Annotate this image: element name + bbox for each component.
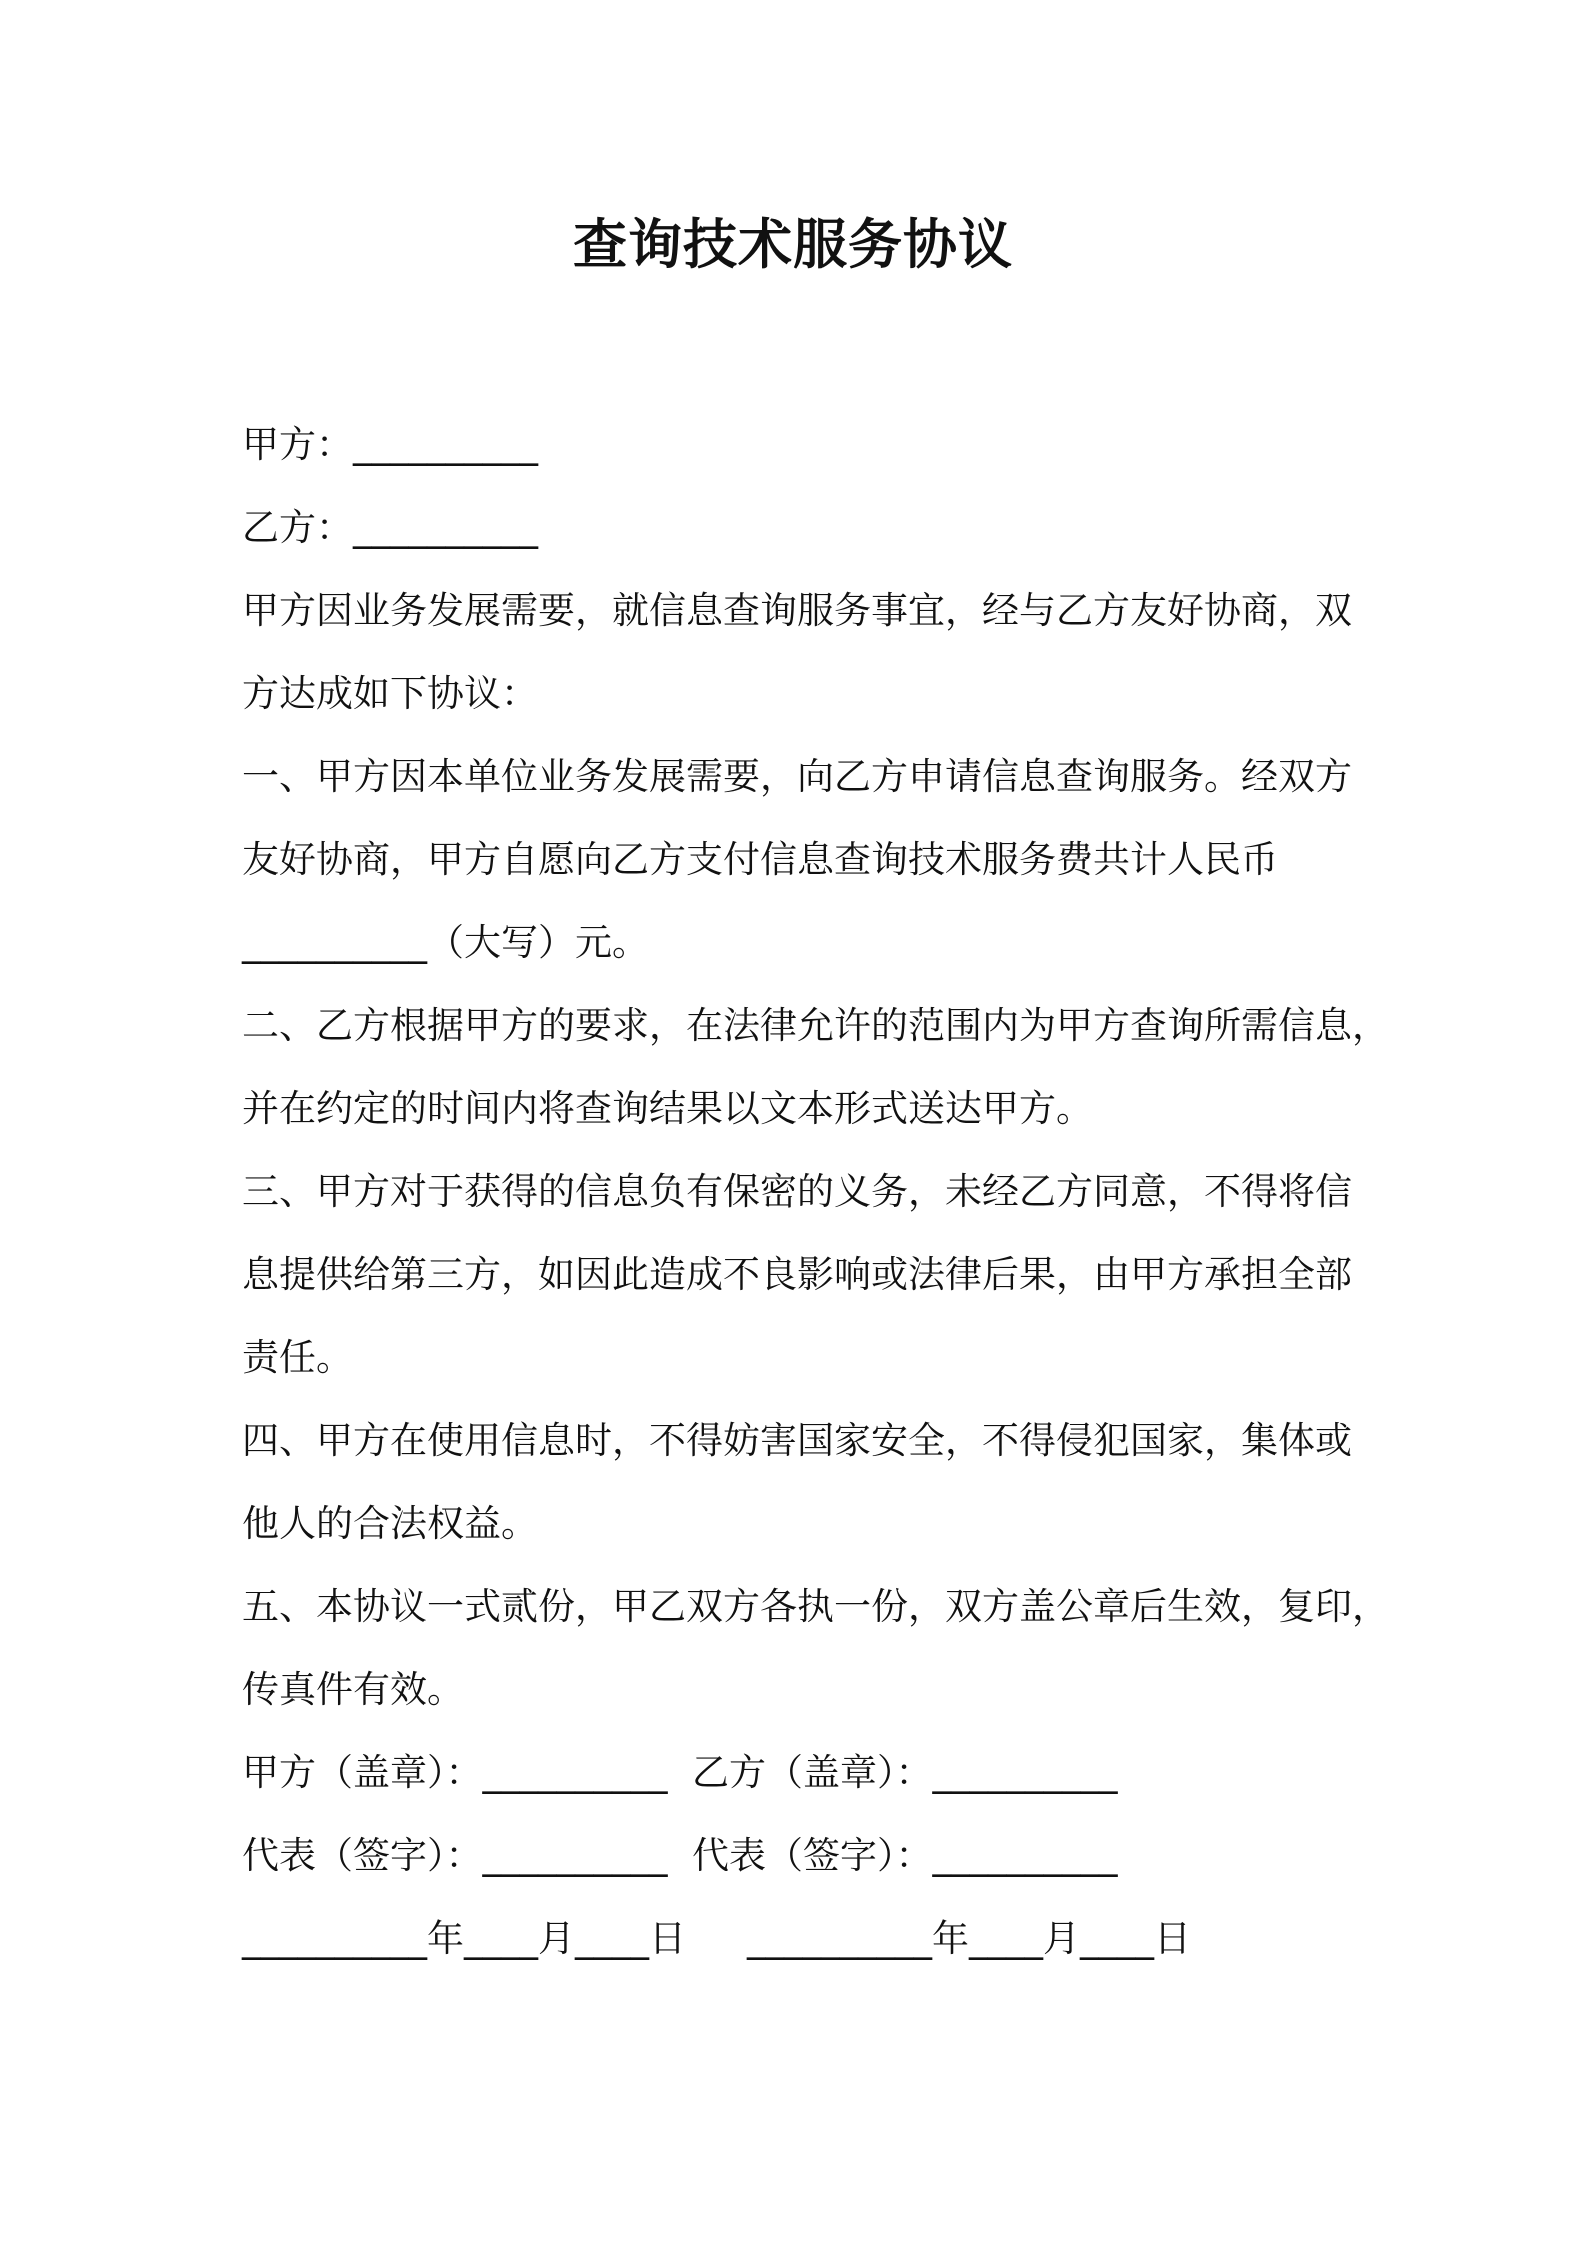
party-b-seal-field: 乙方（盖章）：__________	[692, 1751, 1118, 1794]
clause-2-line-1: 二、乙方根据甲方的要求，在法律允许的范围内为甲方查询所需信息，	[242, 1004, 1389, 1047]
intro-line-1: 甲方因业务发展需要，就信息查询服务事宜，经与乙方友好协商，双	[242, 589, 1352, 632]
intro-line-2: 方达成如下协议：	[242, 672, 538, 715]
clause-2-line-2: 并在约定的时间内将查询结果以文本形式送达甲方。	[242, 1087, 1093, 1130]
party-a-line: 甲方：__________	[242, 423, 538, 466]
party-a-seal-field: 甲方（盖章）：__________	[242, 1751, 668, 1794]
clause-3-line-1: 三、甲方对于获得的信息负有保密的义务，未经乙方同意，不得将信	[242, 1170, 1352, 1213]
party-b-date-field: __________年____月____日	[747, 1917, 1191, 1960]
party-b-representative-field: 代表（签字）：__________	[692, 1834, 1118, 1877]
clause-4-line-1: 四、甲方在使用信息时，不得妨害国家安全，不得侵犯国家，集体或	[242, 1419, 1352, 1462]
clause-5-line-1: 五、本协议一式贰份，甲乙双方各执一份，双方盖公章后生效，复印，	[242, 1585, 1389, 1628]
clause-1-line-3: __________（大写）元。	[242, 921, 649, 964]
document-title: 查询技术服务协议	[573, 213, 1013, 276]
document-body	[242, 403, 1389, 1980]
clause-5-line-2: 传真件有效。	[242, 1668, 464, 1711]
party-a-representative-field: 代表（签字）：__________	[242, 1834, 668, 1877]
clause-4-line-2: 他人的合法权益。	[242, 1502, 538, 1545]
clause-1-line-2: 友好协商，甲方自愿向乙方支付信息查询技术服务费共计人民币	[242, 838, 1278, 881]
seal-row	[242, 1731, 1357, 1814]
party-b-line: 乙方：__________	[242, 506, 538, 549]
clause-3-line-3: 责任。	[242, 1336, 353, 1379]
representative-row	[242, 1814, 1357, 1897]
date-row	[242, 1897, 1357, 1980]
party-a-date-field: __________年____月____日	[242, 1917, 686, 1960]
clause-1-line-1: 一、甲方因本单位业务发展需要，向乙方申请信息查询服务。经双方	[242, 755, 1352, 798]
clause-3-line-2: 息提供给第三方，如因此造成不良影响或法律后果，由甲方承担全部	[242, 1253, 1352, 1296]
